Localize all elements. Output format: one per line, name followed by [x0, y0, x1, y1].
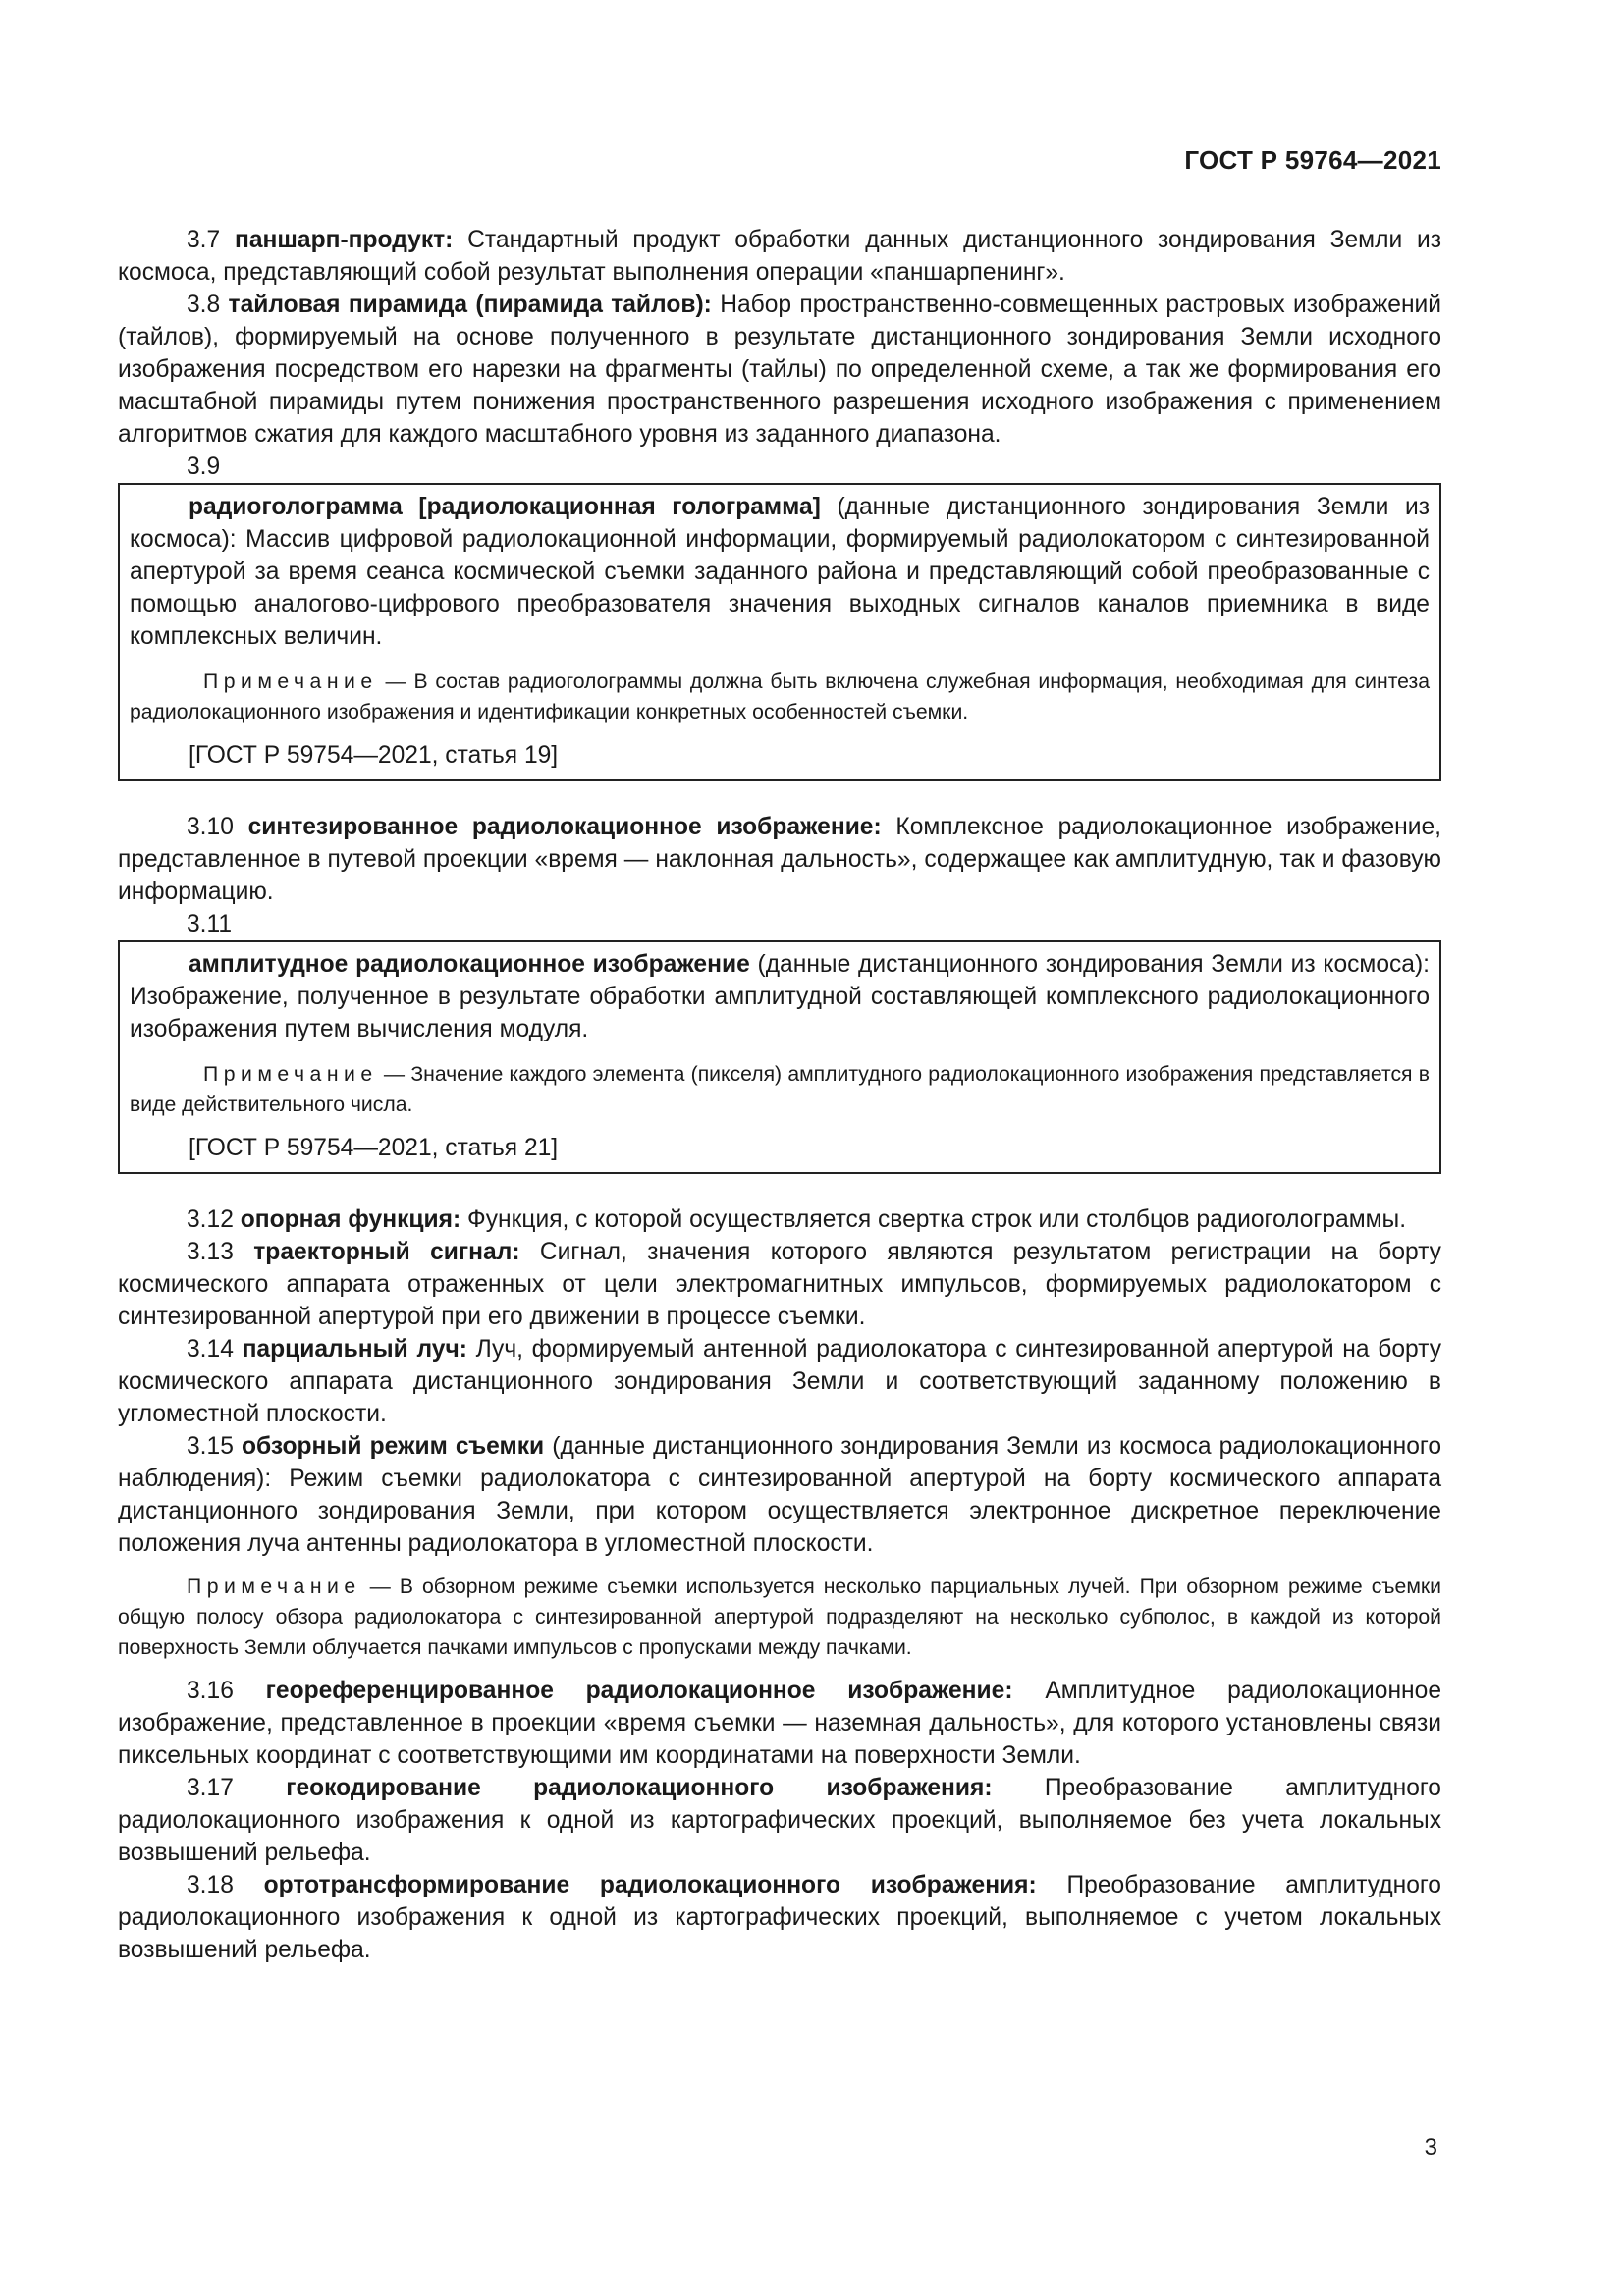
term-definition: Комплексное радиолокационное изображение, представленное в путевой проекции «время — наклонная дальность», содержащее как амплитудную, так и фазовую информацию.: [118, 814, 1441, 905]
term-definition: Набор пространственно-совмещенных растровых изображений (тайлов), формируемый на основе полученного в результате дистанционного зондирования Земли исходного изображения посредством его нарезки на фрагменты (тайлы) по определенной схеме, а так же формирования его масштабной пирамиды путем понижения пространственного разрешения исходного изображения с применением алгоритмов сжатия для каждого масштабного уровня из заданного диапазона.: [118, 292, 1442, 448]
term-number: 3.12: [187, 1206, 234, 1233]
term-title: опорная функция:: [240, 1206, 461, 1233]
term-number: 3.13: [187, 1239, 234, 1265]
term-title: паншарп-продукт:: [235, 227, 454, 253]
term-definition: (данные дистанционного зондирования Земли из космоса): Изображение, полученное в результате обработки амплитудной составляющей комплексного радиолокационного изображения путем вычисления модуля.: [130, 951, 1430, 1042]
term-number: 3.7: [187, 227, 221, 253]
note-text: — Значение каждого элемента (пикселя) амплитудного радиолокационного изображения представляется в виде действительного числа.: [130, 1063, 1431, 1116]
term-3-14: [118, 1333, 1441, 1430]
document-header: ГОСТ Р 59764—2021: [1184, 145, 1441, 175]
term-box-3-11: [118, 940, 1441, 1174]
note-label: Примечание: [187, 1575, 361, 1598]
term-note: [130, 667, 1430, 727]
term-title: тайловая пирамида (пирамида тайлов):: [228, 292, 712, 318]
term-definition: Функция, с которой осуществляется свертка строк или столбцов радиоголограммы.: [467, 1206, 1407, 1233]
term-title: парциальный луч:: [242, 1336, 467, 1362]
term-definition: (данные дистанционного зондирования Земли из космоса): Массив цифровой радиолокационной информации, формируемый радиолокатором с синтезированной апертурой за время сеанса космической съемки заданного района и представляющий собой преобразованные с помощью аналогово-цифрового преобразователя значения выходных сигналов каналов приемника в виде комплексных величин.: [130, 494, 1430, 650]
spacer: [118, 781, 1441, 811]
term-title: ортотрансформирование радиолокационного изображения:: [263, 1872, 1037, 1898]
term-definition: Амплитудное радиолокационное изображение, представленное в проекции «время съемки — наземная дальность», для которого установлены связи пиксельных координат с соответствующими им координатами на поверхности Земли.: [118, 1678, 1441, 1769]
source-citation: [ГОСТ Р 59754—2021, статья 19]: [189, 742, 559, 769]
term-definition: (данные дистанционного зондирования Земли из космоса радиолокационного наблюдения): Режим съемки радиолокатора с синтезированной апертурой на борту космического аппарата дистанционного зондирования Земли, при котором осуществляется электронное дискретное переключение положения луча антенны радиолокатора в угломестной плоскости.: [118, 1433, 1441, 1557]
term-note: [118, 1572, 1441, 1663]
note-label: Примечание: [203, 670, 378, 693]
term-3-15: [118, 1430, 1441, 1560]
term-3-8: [118, 289, 1441, 451]
term-3-18: [118, 1869, 1441, 1966]
term-number: 3.14: [187, 1336, 234, 1362]
term-number: 3.17: [187, 1775, 234, 1801]
term-3-12: [118, 1203, 1441, 1236]
term-title: синтезированное радиолокационное изображение:: [247, 814, 882, 840]
term-definition: Преобразование амплитудного радиолокационного изображения к одной из картографических проекций, выполняемое без учета локальных возвышений рельефа.: [118, 1775, 1441, 1866]
source-citation: [ГОСТ Р 59754—2021, статья 21]: [189, 1135, 559, 1161]
term-number: 3.8: [187, 292, 221, 318]
term-3-11: [130, 948, 1430, 1045]
term-3-13: [118, 1236, 1441, 1333]
term-3-17: [118, 1772, 1441, 1869]
term-number-3-11: 3.11: [187, 911, 233, 937]
term-number: 3.10: [187, 814, 234, 840]
document-body: [118, 224, 1441, 1966]
term-title: амплитудное радиолокационное изображение: [189, 951, 750, 978]
term-number: 3.15: [187, 1433, 234, 1460]
term-definition: Стандартный продукт обработки данных дистанционного зондирования Земли из космоса, представляющий собой результат выполнения операции «паншарпенинг».: [118, 227, 1441, 286]
term-definition: Луч, формируемый антенной радиолокатора с синтезированной апертурой на борту космического аппарата дистанционного зондирования Земли и соответствующий заданному положению в угломестной плоскости.: [118, 1336, 1441, 1427]
term-number-3-9: 3.9: [187, 454, 221, 480]
term-3-7: [118, 224, 1441, 289]
term-title: радиоголограмма [радиолокационная голограмма]: [189, 494, 821, 520]
page-number: 3: [1424, 2134, 1437, 2161]
note-label: Примечание: [203, 1063, 378, 1086]
term-3-9: [130, 491, 1430, 653]
term-number: 3.16: [187, 1678, 234, 1704]
note-text: — В состав радиоголограммы должна быть включена служебная информация, необходимая для синтеза радиолокационного изображения и идентификации конкретных особенностей съемки.: [130, 670, 1431, 723]
note-text: — В обзорном режиме съемки используется несколько парциальных лучей. При обзорном режиме съемки общую полосу обзора радиолокатора с синтезированной апертурой подразделяют на несколько субполос, в каждой из которой поверхность Земли облучается пачками импульсов с пропусками между пачками.: [118, 1575, 1441, 1659]
term-number: 3.18: [187, 1872, 234, 1898]
term-3-16: [118, 1675, 1441, 1772]
term-3-10: [118, 811, 1441, 908]
term-title: геореференцированное радиолокационное изображение:: [265, 1678, 1013, 1704]
spacer: [118, 1174, 1441, 1203]
term-title: траекторный сигнал:: [253, 1239, 520, 1265]
term-definition: Преобразование амплитудного радиолокационного изображения к одной из картографических проекций, выполняемое с учетом локальных возвышений рельефа.: [118, 1872, 1441, 1963]
term-note: [130, 1059, 1430, 1120]
term-box-3-9: [118, 483, 1441, 781]
term-title: геокодирование радиолокационного изображения:: [286, 1775, 993, 1801]
term-title: обзорный режим съемки: [242, 1433, 545, 1460]
term-definition: Сигнал, значения которого являются результатом регистрации на борту космического аппарата отраженных от цели электромагнитных импульсов, формируемых радиолокатором с синтезированной апертурой при его движении в процессе съемки.: [118, 1239, 1441, 1330]
